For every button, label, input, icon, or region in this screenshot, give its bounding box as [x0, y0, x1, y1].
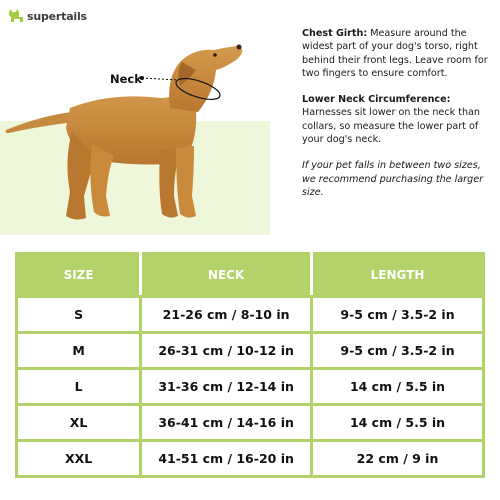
neck-label: Neck: [110, 72, 142, 86]
length-cell: 14 cm / 5.5 in: [312, 405, 484, 441]
measurement-info: [302, 27, 492, 212]
table-row: [17, 297, 484, 333]
length-cell: 14 cm / 5.5 in: [312, 369, 484, 405]
table-row: [17, 441, 484, 477]
length-cell: 9-5 cm / 3.5-2 in: [312, 333, 484, 369]
header-size: SIZE: [17, 254, 141, 297]
puppy-photo: [0, 30, 280, 230]
neck-circumference-title: Lower Neck Circumference:: [302, 94, 451, 106]
size-cell: XXL: [17, 441, 141, 477]
table-row: [17, 369, 484, 405]
neck-cell: 41-51 cm / 16-20 in: [141, 441, 312, 477]
brand-logo: [8, 9, 87, 23]
size-cell: L: [17, 369, 141, 405]
chest-girth-paragraph: [302, 27, 492, 80]
size-cell: XL: [17, 405, 141, 441]
neck-cell: 26-31 cm / 10-12 in: [141, 333, 312, 369]
neck-cell: 21-26 cm / 8-10 in: [141, 297, 312, 333]
chest-girth-title: Chest Girth:: [302, 28, 368, 39]
size-chart-table: [15, 252, 485, 478]
table-row: [17, 405, 484, 441]
length-cell: 22 cm / 9 in: [312, 441, 484, 477]
table-header-row: [17, 254, 484, 297]
size-note: If your pet falls in between two sizes, we recommend purchasing the larger size.: [302, 160, 484, 198]
size-cell: M: [17, 333, 141, 369]
size-cell: S: [17, 297, 141, 333]
length-cell: 9-5 cm / 3.5-2 in: [312, 297, 484, 333]
header-neck: NECK: [141, 254, 312, 297]
table-row: [17, 333, 484, 369]
dog-logo-icon: [8, 9, 24, 23]
header-length: LENGTH: [312, 254, 484, 297]
neck-cell: 31-36 cm / 12-14 in: [141, 369, 312, 405]
neck-circumference-text: Harnesses sit lower on the neck than collars, so measure the lower part of your dog's neck.: [302, 107, 481, 146]
chest-girth-text: Measure around the widest part of your dog's torso, right behind their front legs. Leave room for two fingers to ensure comfort.: [302, 28, 488, 79]
neck-cell: 36-41 cm / 14-16 in: [141, 405, 312, 441]
brand-name: supertails: [27, 9, 87, 23]
neck-circumference-paragraph: [302, 93, 492, 146]
